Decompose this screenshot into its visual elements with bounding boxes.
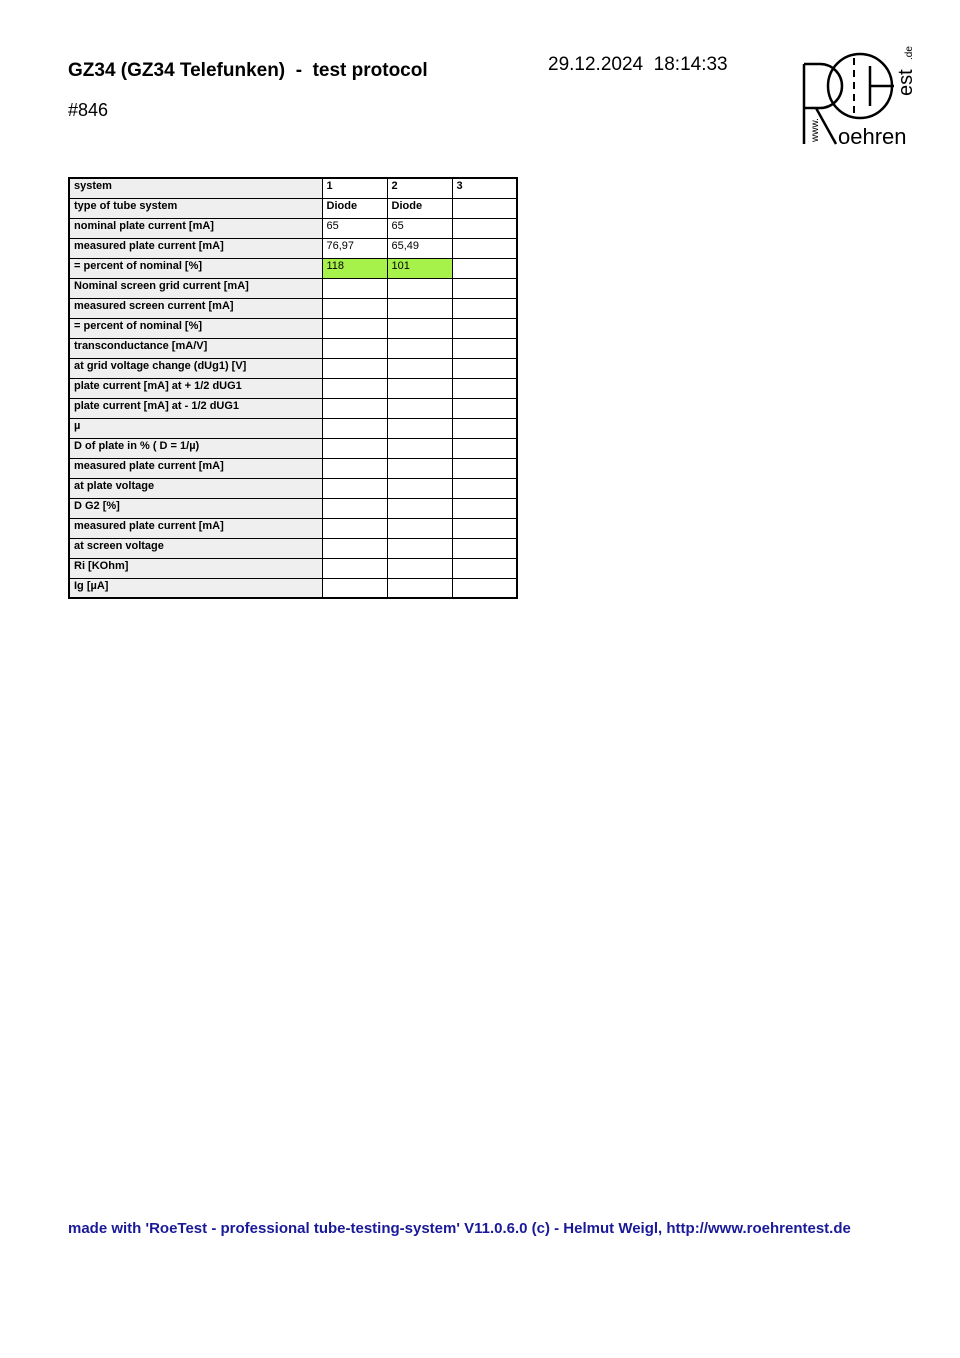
system-3-value bbox=[452, 318, 517, 338]
logo-de-text: .de bbox=[904, 46, 915, 60]
page-title: GZ34 (GZ34 Telefunken) - test protocol bbox=[68, 60, 428, 81]
system-3-value bbox=[452, 338, 517, 358]
system-1-value bbox=[322, 318, 387, 338]
system-3-value bbox=[452, 378, 517, 398]
row-label: measured plate current [mA] bbox=[69, 458, 322, 478]
system-1-value bbox=[322, 438, 387, 458]
row-label: measured plate current [mA] bbox=[69, 518, 322, 538]
row-label: = percent of nominal [%] bbox=[69, 258, 322, 278]
row-label: type of tube system bbox=[69, 198, 322, 218]
table-row bbox=[69, 238, 517, 258]
table-row bbox=[69, 478, 517, 498]
system-2-value bbox=[387, 278, 452, 298]
system-1-value bbox=[322, 458, 387, 478]
system-1-value: Diode bbox=[322, 198, 387, 218]
system-1-value bbox=[322, 498, 387, 518]
system-2-value bbox=[387, 538, 452, 558]
table-row bbox=[69, 458, 517, 478]
system-2-value bbox=[387, 338, 452, 358]
protocol-number: #846 bbox=[68, 100, 109, 120]
system-2-value bbox=[387, 498, 452, 518]
row-label: measured plate current [mA] bbox=[69, 238, 322, 258]
logo-est-text: est bbox=[895, 69, 917, 96]
row-label: plate current [mA] at - 1/2 dUG1 bbox=[69, 398, 322, 418]
system-3-value bbox=[452, 238, 517, 258]
system-1-value bbox=[322, 298, 387, 318]
system-2-value bbox=[387, 398, 452, 418]
row-label: measured screen current [mA] bbox=[69, 298, 322, 318]
table-row bbox=[69, 518, 517, 538]
system-3-value bbox=[452, 278, 517, 298]
row-label: system bbox=[69, 178, 322, 198]
system-1-value bbox=[322, 398, 387, 418]
system-1-value: 1 bbox=[322, 178, 387, 198]
table-row bbox=[69, 398, 517, 418]
system-2-value bbox=[387, 558, 452, 578]
system-1-value bbox=[322, 558, 387, 578]
table-row bbox=[69, 538, 517, 558]
table-row bbox=[69, 498, 517, 518]
system-2-value bbox=[387, 518, 452, 538]
test-protocol-table bbox=[68, 177, 518, 599]
system-3-value bbox=[452, 558, 517, 578]
test-datetime: 29.12.2024 18:14:33 bbox=[548, 54, 728, 75]
system-3-value bbox=[452, 198, 517, 218]
system-2-value: 2 bbox=[387, 178, 452, 198]
table-row bbox=[69, 318, 517, 338]
table-row bbox=[69, 578, 517, 598]
table-row bbox=[69, 418, 517, 438]
system-3-value bbox=[452, 438, 517, 458]
system-1-value bbox=[322, 518, 387, 538]
row-label: plate current [mA] at + 1/2 dUG1 bbox=[69, 378, 322, 398]
table-row bbox=[69, 558, 517, 578]
system-2-value bbox=[387, 378, 452, 398]
system-1-value bbox=[322, 358, 387, 378]
system-1-value bbox=[322, 278, 387, 298]
table-row bbox=[69, 198, 517, 218]
system-3-value bbox=[452, 518, 517, 538]
row-label: Ig [µA] bbox=[69, 578, 322, 598]
footer-credit: made with 'RoeTest - professional tube-testing-system' V11.0.6.0 (c) - Helmut Weigl, http://www.roehrentest.de bbox=[68, 1220, 851, 1237]
system-2-value bbox=[387, 478, 452, 498]
system-2-value bbox=[387, 298, 452, 318]
system-3-value: 3 bbox=[452, 178, 517, 198]
table-row bbox=[69, 378, 517, 398]
table-row bbox=[69, 338, 517, 358]
system-1-value bbox=[322, 378, 387, 398]
system-3-value bbox=[452, 218, 517, 238]
system-2-value bbox=[387, 418, 452, 438]
system-1-value: 118 bbox=[322, 258, 387, 278]
system-2-value: 65 bbox=[387, 218, 452, 238]
system-1-value bbox=[322, 478, 387, 498]
table-row bbox=[69, 298, 517, 318]
system-2-value bbox=[387, 358, 452, 378]
system-2-value: 65,49 bbox=[387, 238, 452, 258]
row-label: µ bbox=[69, 418, 322, 438]
row-label: at plate voltage bbox=[69, 478, 322, 498]
system-3-value bbox=[452, 478, 517, 498]
system-1-value bbox=[322, 418, 387, 438]
system-1-value bbox=[322, 578, 387, 598]
system-1-value: 76,97 bbox=[322, 238, 387, 258]
row-label: Nominal screen grid current [mA] bbox=[69, 278, 322, 298]
row-label: = percent of nominal [%] bbox=[69, 318, 322, 338]
system-3-value bbox=[452, 258, 517, 278]
row-label: at screen voltage bbox=[69, 538, 322, 558]
system-2-value bbox=[387, 438, 452, 458]
table-row bbox=[69, 438, 517, 458]
logo-oehren-text: oehren bbox=[838, 124, 907, 149]
table-row bbox=[69, 218, 517, 238]
logo-www-text: www. bbox=[810, 118, 821, 142]
system-2-value bbox=[387, 578, 452, 598]
system-2-value: Diode bbox=[387, 198, 452, 218]
system-3-value bbox=[452, 298, 517, 318]
roehrentest-logo-icon bbox=[798, 44, 918, 150]
table-row bbox=[69, 358, 517, 378]
system-2-value: 101 bbox=[387, 258, 452, 278]
table-row bbox=[69, 178, 517, 198]
row-label: transconductance [mA/V] bbox=[69, 338, 322, 358]
table-row bbox=[69, 258, 517, 278]
system-3-value bbox=[452, 358, 517, 378]
system-3-value bbox=[452, 418, 517, 438]
system-1-value: 65 bbox=[322, 218, 387, 238]
row-label: D of plate in % ( D = 1/µ) bbox=[69, 438, 322, 458]
system-2-value bbox=[387, 318, 452, 338]
system-2-value bbox=[387, 458, 452, 478]
system-3-value bbox=[452, 538, 517, 558]
row-label: D G2 [%] bbox=[69, 498, 322, 518]
system-3-value bbox=[452, 578, 517, 598]
row-label: nominal plate current [mA] bbox=[69, 218, 322, 238]
row-label: Ri [KOhm] bbox=[69, 558, 322, 578]
system-3-value bbox=[452, 458, 517, 478]
table-row bbox=[69, 278, 517, 298]
system-1-value bbox=[322, 338, 387, 358]
system-3-value bbox=[452, 398, 517, 418]
system-3-value bbox=[452, 498, 517, 518]
system-1-value bbox=[322, 538, 387, 558]
row-label: at grid voltage change (dUg1) [V] bbox=[69, 358, 322, 378]
